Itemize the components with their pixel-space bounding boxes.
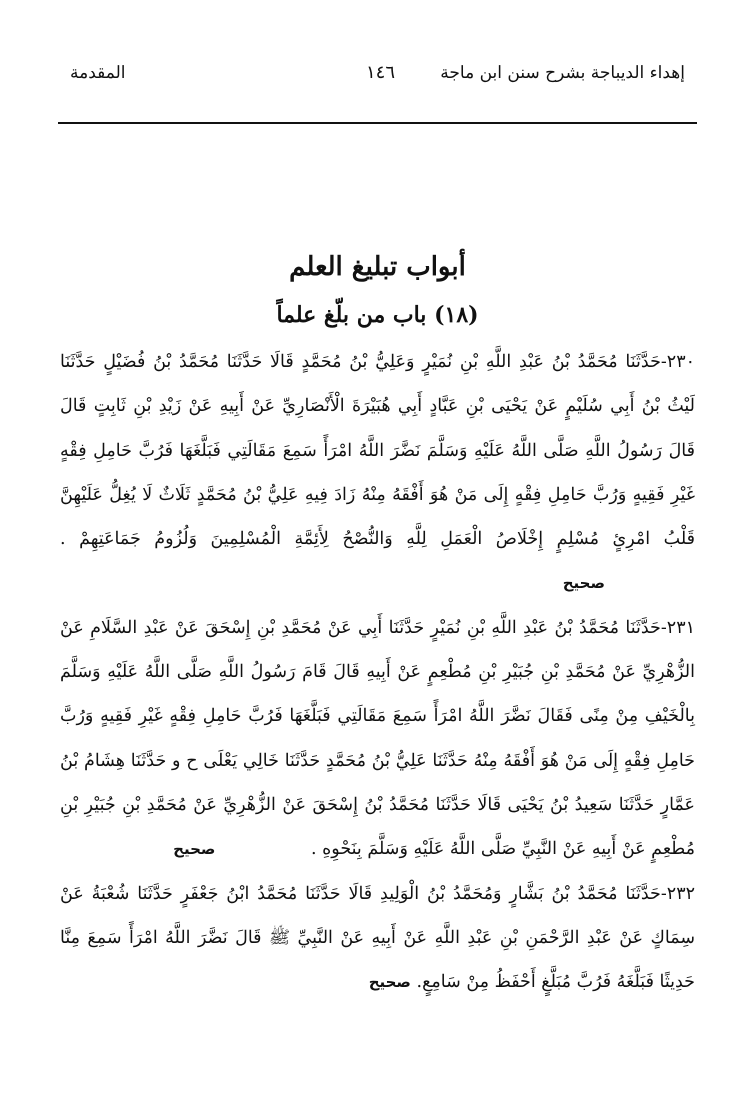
- bab-title: (١٨) باب من بلّغ علماً: [276, 302, 479, 328]
- chapter-title: أبواب تبليغ العلم: [289, 252, 466, 282]
- hadith-text: ٢٣٢-حَدَّثَنَا مُحَمَّدُ بْنُ بَشَّارٍ وَمُحَمَّدُ بْنُ الْوَلِيدِ قَالَا حَدَّثَنَا مُحَمَّدُ ابْنُ جَعْفَرٍ حَدَّثَنَا شُعْبَةُ عَنْ سِمَاكٍ عَنْ عَبْدِ الرَّحْمَنِ بْنِ عَبْدِ اللَّهِ عَنْ أَبِيهِ عَنْ النَّبِيِّ ﷺ قَالَ نَضَّرَ اللَّهُ امْرَأً سَمِعَ مِنَّا حَدِيثًا فَبَلَّغَهُ فَرُبَّ مُبَلَّغٍ أَحْفَظُ مِنْ سَامِعٍ.: [60, 883, 695, 993]
- hadith-232: [60, 872, 695, 1005]
- hadith-text: ٢٣٠-حَدَّثَنَا مُحَمَّدُ بْنُ عَبْدِ اللَّهِ بْنِ نُمَيْرٍ وَعَلِيُّ بْنُ مُحَمَّدٍ قَالَا حَدَّثَنَا مُحَمَّدُ بْنُ فُضَيْلٍ حَدَّثَنَا لَيْثُ بْنُ أَبِي سُلَيْمٍ عَنْ يَحْيَى بْنِ عَبَّادٍ أَبِي هُبَيْرَةَ الْأَنْصَارِيِّ عَنْ أَبِيهِ عَنْ زَيْدِ بْنِ ثَابِتٍ قَالَ قَالَ رَسُولُ اللَّهِ صَلَّى اللَّهُ عَلَيْهِ وَسَلَّمَ نَضَّرَ اللَّهُ امْرَأً سَمِعَ مَقَالَتِي فَبَلَّغَهَا فَرُبَّ حَامِلِ فِقْهٍ غَيْرِ فَقِيهٍ وَرُبَّ حَامِلِ فِقْهٍ إِلَى مَنْ هُوَ أَفْقَهُ مِنْهُ زَادَ فِيهِ عَلِيُّ بْنُ مُحَمَّدٍ ثَلَاثٌ لَا يُغِلُّ عَلَيْهِنَّ قَلْبُ امْرِئٍ مُسْلِمٍ إِخْلَاصُ الْعَمَلِ لِلَّهِ وَالنُّصْحُ لِأَئِمَّةِ الْمُسْلِمِينَ وَلُزُومُ جَمَاعَتِهِمْ .: [60, 352, 695, 550]
- hadith-230: [60, 340, 695, 606]
- page-number: ١٤٦: [365, 62, 395, 83]
- grade-badge: صحيح: [368, 973, 411, 992]
- header-rule: [58, 122, 697, 124]
- section-name: المقدمة: [70, 63, 126, 83]
- page-body: [60, 340, 695, 1004]
- grade-badge: صحيح: [562, 574, 605, 593]
- grade-badge: صحيح: [173, 840, 216, 859]
- page-header: [70, 58, 685, 88]
- hadith-231: [60, 606, 695, 872]
- book-title: إهداء الديباجة بشرح سنن ابن ماجة: [440, 63, 685, 83]
- hadith-text: ٢٣١-حَدَّثَنَا مُحَمَّدُ بْنُ عَبْدِ اللَّهِ بْنِ نُمَيْرٍ حَدَّثَنَا أَبِي عَنْ مُحَمَّدِ بْنِ إِسْحَقَ عَنْ عَبْدِ السَّلَامِ عَنْ الزُّهْرِيِّ عَنْ مُحَمَّدِ بْنِ جُبَيْرِ بْنِ مُطْعِمٍ عَنْ أَبِيهِ قَالَ قَامَ رَسُولُ اللَّهِ صَلَّى اللَّهُ عَلَيْهِ وَسَلَّمَ بِالْخَيْفِ مِنْ مِنًى فَقَالَ نَضَّرَ اللَّهُ امْرَأً سَمِعَ مَقَالَتِي فَبَلَّغَهَا فَرُبَّ حَامِلِ فِقْهٍ غَيْرِ فَقِيهٍ وَرُبَّ حَامِلِ فِقْهٍ إِلَى مَنْ هُوَ أَفْقَهُ مِنْهُ حَدَّثَنَا عَلِيُّ بْنُ مُحَمَّدٍ حَدَّثَنَا خَالِي يَعْلَى ح و حَدَّثَنَا هِشَامُ بْنُ عَمَّارٍ حَدَّثَنَا سَعِيدُ بْنُ يَحْيَى قَالَا حَدَّثَنَا مُحَمَّدُ بْنُ إِسْحَقَ عَنْ الزُّهْرِيِّ عَنْ مُحَمَّدِ بْنِ جُبَيْرِ بْنِ مُطْعِمٍ عَنْ أَبِيهِ عَنْ النَّبِيِّ صَلَّى اللَّهُ عَلَيْهِ وَسَلَّمَ بِنَحْوِهِ .: [60, 617, 695, 860]
